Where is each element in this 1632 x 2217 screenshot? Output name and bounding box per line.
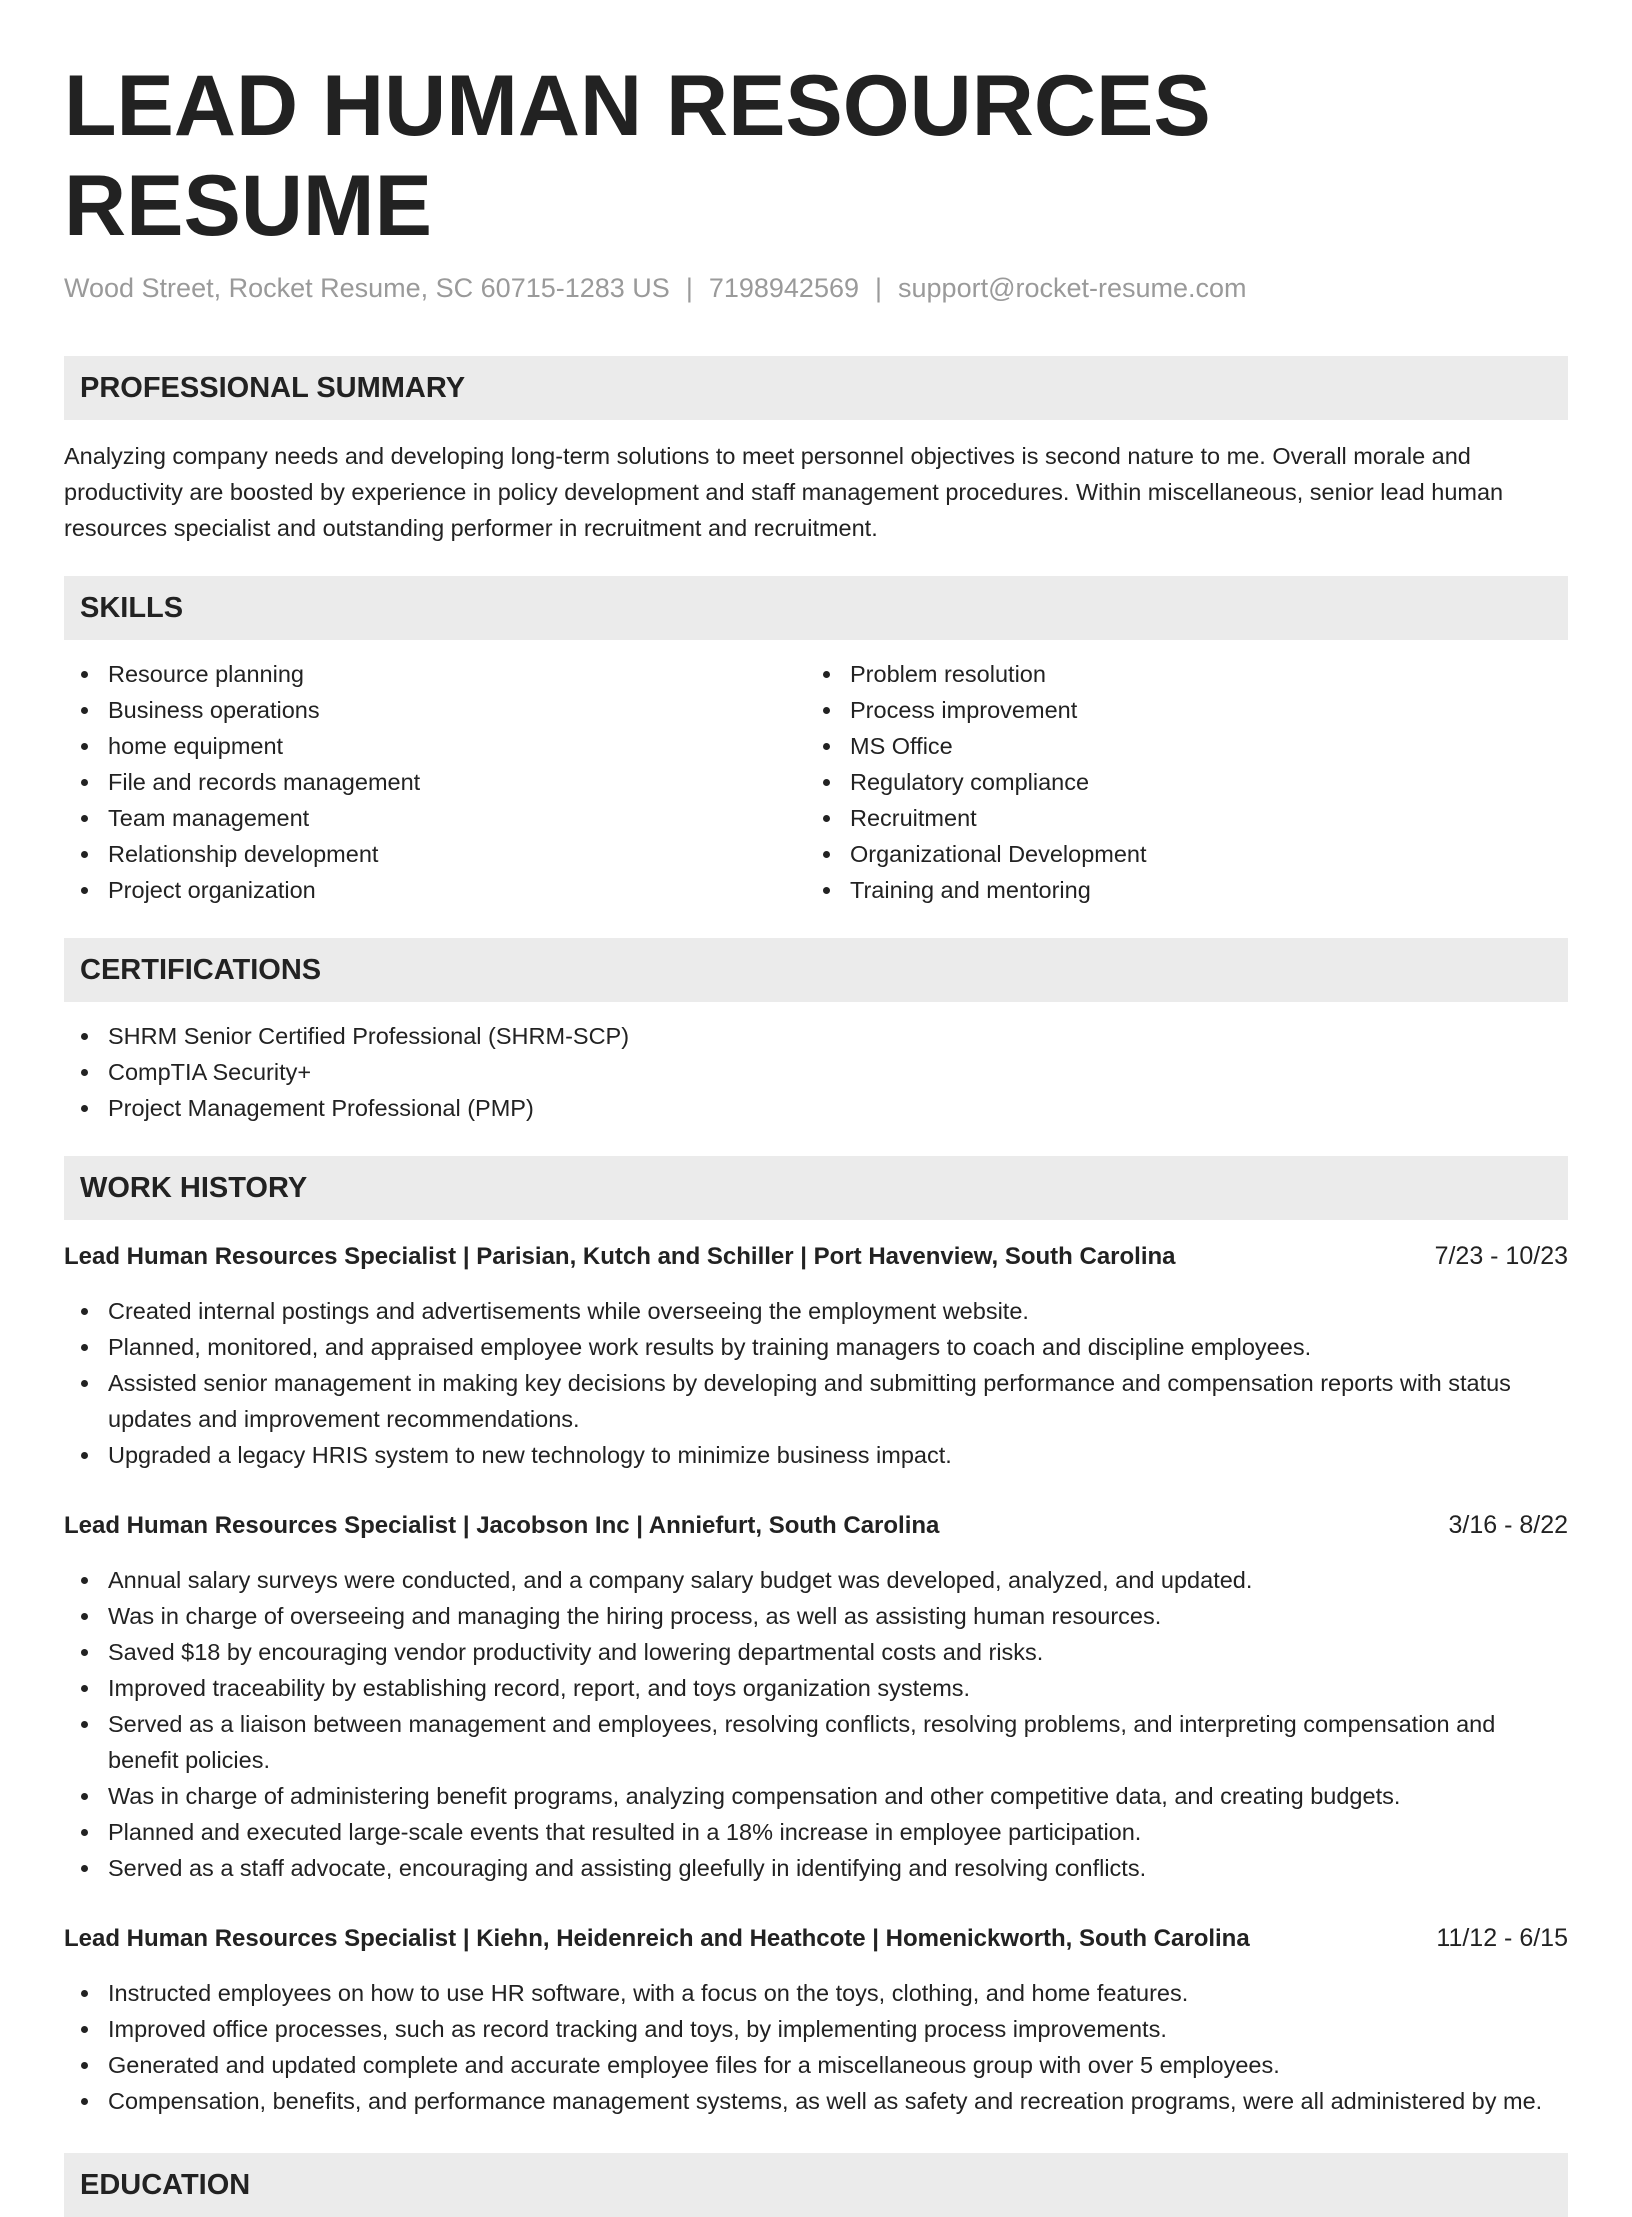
contact-separator: | [685, 273, 693, 303]
job-bullet: Instructed employees on how to use HR software, with a focus on the toys, clothing, and home features. [64, 1975, 1568, 2011]
skills-list-right [806, 656, 1548, 908]
job-header [64, 1507, 1568, 1544]
section-heading: WORK HISTORY [80, 1171, 308, 1204]
job-bullet: Planned, monitored, and appraised employee work results by training managers to coach and discipline employees. [64, 1329, 1568, 1365]
certification-item: Project Management Professional (PMP) [64, 1090, 1568, 1126]
skill-item: Process improvement [806, 692, 1548, 728]
job-bullet: Saved $18 by encouraging vendor productivity and lowering departmental costs and risks. [64, 1634, 1568, 1670]
job-bullets [64, 1975, 1568, 2119]
certification-item: CompTIA Security+ [64, 1054, 1568, 1090]
skill-item: Training and mentoring [806, 872, 1548, 908]
skill-item: Relationship development [64, 836, 806, 872]
job-header [64, 1238, 1568, 1275]
skill-item: MS Office [806, 728, 1548, 764]
skill-item: Recruitment [806, 800, 1548, 836]
skill-item: Team management [64, 800, 806, 836]
job-bullet: Upgraded a legacy HRIS system to new technology to minimize business impact. [64, 1437, 1568, 1473]
skills-list-left [64, 656, 806, 908]
job-bullet: Compensation, benefits, and performance management systems, as well as safety and recreation programs, were all administered by me. [64, 2083, 1568, 2119]
section-header-summary [64, 356, 1568, 420]
job-bullet: Improved traceability by establishing record, report, and toys organization systems. [64, 1670, 1568, 1706]
job-dates: 11/12 - 6/15 [1436, 1924, 1568, 1952]
job-dates: 3/16 - 8/22 [1448, 1511, 1568, 1539]
resume-title: LEAD HUMAN RESOURCES RESUME [64, 58, 1211, 254]
skills-grid [64, 656, 1568, 908]
skill-item: home equipment [64, 728, 806, 764]
skill-item: Problem resolution [806, 656, 1548, 692]
job-bullet: Planned and executed large-scale events that resulted in a 18% increase in employee participation. [64, 1814, 1568, 1850]
section-header-skills [64, 576, 1568, 640]
contact-email: support@rocket-resume.com [898, 273, 1247, 303]
job-bullet: Generated and updated complete and accurate employee files for a miscellaneous group with over 5 employees. [64, 2047, 1568, 2083]
job-entry [64, 1238, 1568, 1473]
job-bullet: Improved office processes, such as record tracking and toys, by implementing process improvements. [64, 2011, 1568, 2047]
section-header-education [64, 2153, 1568, 2217]
job-entry [64, 1920, 1568, 2119]
job-title: Lead Human Resources Specialist | Jacobson Inc | Anniefurt, South Carolina [64, 1512, 940, 1539]
skill-item: Resource planning [64, 656, 806, 692]
section-heading: CERTIFICATIONS [80, 953, 322, 986]
job-bullet: Was in charge of administering benefit programs, analyzing compensation and other competitive data, and creating budgets. [64, 1778, 1568, 1814]
job-header [64, 1920, 1568, 1957]
job-entry [64, 1507, 1568, 1886]
skill-item: File and records management [64, 764, 806, 800]
summary-text: Analyzing company needs and developing long-term solutions to meet personnel objectives is second nature to me. Overall morale and productivity are boosted by experience in policy development and staff management procedures. Within miscellaneous, senior lead human resources specialist and outstanding performer in recruitment and recruitment. [64, 443, 1504, 541]
contact-line [64, 270, 1568, 306]
contact-separator: | [875, 273, 883, 303]
section-heading: SKILLS [80, 591, 184, 624]
job-bullet: Served as a staff advocate, encouraging and assisting gleefully in identifying and resolving conflicts. [64, 1850, 1568, 1886]
job-bullet: Was in charge of overseeing and managing the hiring process, as well as assisting human resources. [64, 1598, 1568, 1634]
skill-item: Business operations [64, 692, 806, 728]
job-title: Lead Human Resources Specialist | Kiehn, Heidenreich and Heathcote | Homenickworth, South Carolina [64, 1925, 1250, 1952]
job-dates: 7/23 - 10/23 [1434, 1242, 1568, 1270]
job-bullets [64, 1293, 1568, 1473]
job-bullet: Assisted senior management in making key decisions by developing and submitting performance and compensation reports with status updates and improvement recommendations. [64, 1365, 1568, 1437]
job-bullet: Created internal postings and advertisements while overseeing the employment website. [64, 1293, 1568, 1329]
skill-item: Organizational Development [806, 836, 1548, 872]
job-bullet: Served as a liaison between management and employees, resolving conflicts, resolving problems, and interpreting compensation and benefit policies. [64, 1706, 1568, 1778]
skill-item: Project organization [64, 872, 806, 908]
section-heading: EDUCATION [80, 2168, 251, 2201]
skill-item: Regulatory compliance [806, 764, 1548, 800]
job-bullets [64, 1562, 1568, 1886]
section-heading: PROFESSIONAL SUMMARY [80, 371, 466, 404]
contact-address: Wood Street, Rocket Resume, SC 60715-1283 US [64, 273, 670, 303]
certification-item: SHRM Senior Certified Professional (SHRM-SCP) [64, 1018, 1568, 1054]
certifications-list [64, 1018, 1568, 1126]
job-title: Lead Human Resources Specialist | Parisian, Kutch and Schiller | Port Havenview, South Carolina [64, 1243, 1176, 1270]
contact-phone: 7198942569 [708, 273, 859, 303]
section-header-certifications [64, 938, 1568, 1002]
section-header-work-history [64, 1156, 1568, 1220]
job-bullet: Annual salary surveys were conducted, and a company salary budget was developed, analyzed, and updated. [64, 1562, 1568, 1598]
